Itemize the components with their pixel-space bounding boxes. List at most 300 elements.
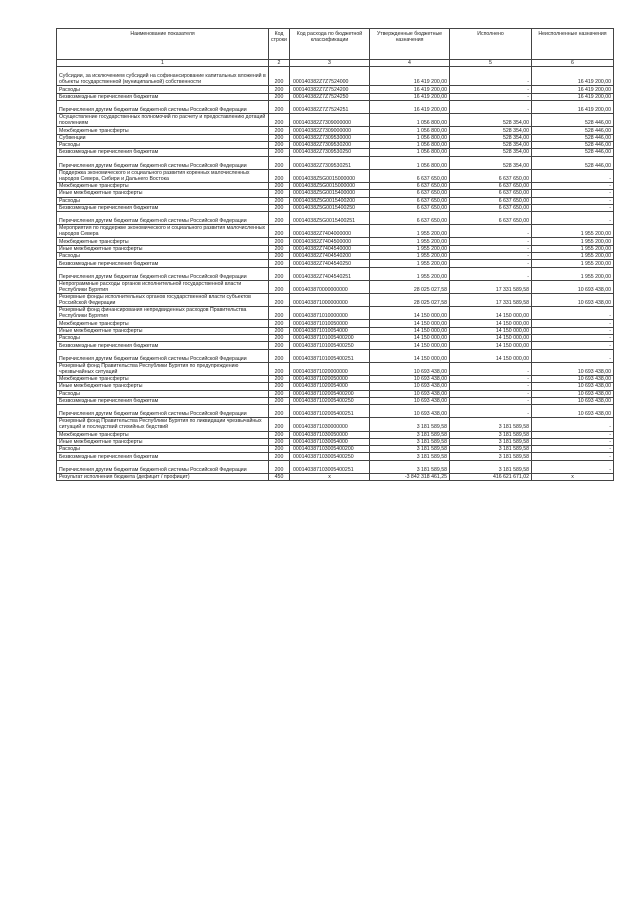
row-name: Резервный фонд финансирования непредвиденных расходов Правительства Республики Бурятия: [57, 307, 269, 320]
row-code: 200: [269, 320, 290, 327]
row-approved: 6 637 650,00: [370, 190, 450, 197]
header-unexecuted: Неисполненные назначения: [532, 29, 614, 60]
row-kbk: 000140387101005400251: [290, 349, 370, 362]
table-row: [57, 127, 614, 134]
row-approved: 1 955 200,00: [370, 238, 450, 245]
row-approved: 14 150 000,00: [370, 307, 450, 320]
row-executed: -: [450, 267, 532, 280]
row-code: 200: [269, 335, 290, 342]
row-unexecuted: -: [532, 204, 614, 211]
table-row: [57, 86, 614, 93]
result-row: [57, 473, 614, 481]
column-index: 1: [57, 60, 269, 67]
table-row: [57, 204, 614, 211]
row-code: 200: [269, 149, 290, 156]
row-kbk: 0001403871010054000: [290, 327, 370, 334]
row-unexecuted: 10 693 438,00: [532, 390, 614, 397]
row-approved: 1 056 800,00: [370, 114, 450, 127]
row-kbk: 000140382Z7309530200: [290, 141, 370, 148]
table-row: [57, 182, 614, 189]
row-name: Перечисления другим бюджетам бюджетной системы Российской Федерации: [57, 405, 269, 418]
table-row: [57, 197, 614, 204]
row-unexecuted: 1 955 200,00: [532, 253, 614, 260]
result-executed: 416 621 671,02: [450, 473, 532, 481]
row-approved: 16 419 200,00: [370, 67, 450, 86]
row-unexecuted: 10 693 438,00: [532, 280, 614, 293]
row-name: Непрограммные расходы органов исполнительной государственной власти Республики Бурятия: [57, 280, 269, 293]
row-name: Поддержка экономического и социального развития коренных малочисленных народов Севера, Сибири и Дальнего Востока: [57, 169, 269, 182]
row-name: Безвозмездные перечисления бюджетам: [57, 397, 269, 404]
row-executed: 528 354,00: [450, 149, 532, 156]
row-unexecuted: -: [532, 438, 614, 445]
row-kbk: 000140382Z7404540250: [290, 260, 370, 267]
row-name: Иные межбюджетные трансферты: [57, 327, 269, 334]
row-approved: 1 056 800,00: [370, 156, 450, 169]
row-kbk: 000140387102005400251: [290, 405, 370, 418]
row-approved: 3 181 589,58: [370, 460, 450, 473]
row-code: 200: [269, 204, 290, 211]
row-approved: 1 955 200,00: [370, 245, 450, 252]
table-row: [57, 438, 614, 445]
table-row: [57, 67, 614, 86]
row-executed: -: [450, 86, 532, 93]
row-executed: 17 331 589,58: [450, 280, 532, 293]
row-executed: -: [450, 362, 532, 375]
row-kbk: 000140387102005400200: [290, 390, 370, 397]
table-row: [57, 294, 614, 307]
table-row: [57, 245, 614, 252]
row-unexecuted: -: [532, 197, 614, 204]
row-unexecuted: 10 693 438,00: [532, 397, 614, 404]
row-executed: 14 150 000,00: [450, 349, 532, 362]
row-executed: -: [450, 253, 532, 260]
table-row: [57, 460, 614, 473]
table-row: [57, 375, 614, 382]
row-approved: 10 693 438,00: [370, 362, 450, 375]
row-code: 200: [269, 405, 290, 418]
row-kbk: 000140382Z7309530251: [290, 156, 370, 169]
row-name: Расходы: [57, 86, 269, 93]
table-row: [57, 320, 614, 327]
row-kbk: 000140387102005400250: [290, 397, 370, 404]
row-kbk: 000140382Z7Z7524250: [290, 93, 370, 100]
row-name: Резервные фонды исполнительных органов государственной власти субъектов Российской Федерации: [57, 294, 269, 307]
row-name: Перечисления другим бюджетам бюджетной системы Российской Федерации: [57, 349, 269, 362]
table-row: [57, 390, 614, 397]
row-kbk: 000140382Z7309530000: [290, 134, 370, 141]
row-name: Безвозмездные перечисления бюджетам: [57, 93, 269, 100]
row-kbk: 00014038Z5G0015400200: [290, 197, 370, 204]
row-code: 200: [269, 453, 290, 460]
row-approved: 3 181 589,58: [370, 418, 450, 431]
row-name: Межбюджетные трансферты: [57, 431, 269, 438]
row-approved: 10 693 438,00: [370, 405, 450, 418]
row-name: Расходы: [57, 197, 269, 204]
row-executed: -: [450, 225, 532, 238]
row-approved: 3 181 589,58: [370, 446, 450, 453]
row-code: 200: [269, 169, 290, 182]
table-row: [57, 100, 614, 113]
row-unexecuted: 16 419 200,00: [532, 86, 614, 93]
row-name: Расходы: [57, 335, 269, 342]
row-unexecuted: -: [532, 335, 614, 342]
row-unexecuted: 1 955 200,00: [532, 260, 614, 267]
table-row: [57, 190, 614, 197]
table-row: [57, 446, 614, 453]
row-executed: -: [450, 405, 532, 418]
row-name: Безвозмездные перечисления бюджетам: [57, 453, 269, 460]
row-code: 200: [269, 327, 290, 334]
row-unexecuted: 16 419 200,00: [532, 93, 614, 100]
table-body: [57, 67, 614, 474]
row-code: 200: [269, 294, 290, 307]
row-unexecuted: -: [532, 212, 614, 225]
row-code: 200: [269, 280, 290, 293]
row-name: Безвозмездные перечисления бюджетам: [57, 149, 269, 156]
row-unexecuted: -: [532, 431, 614, 438]
row-code: 200: [269, 446, 290, 453]
row-kbk: 0001403871020054000: [290, 383, 370, 390]
table-row: [57, 134, 614, 141]
row-code: 200: [269, 141, 290, 148]
table-row: [57, 335, 614, 342]
row-kbk: 000140382Z7404540251: [290, 267, 370, 280]
row-approved: 3 181 589,58: [370, 453, 450, 460]
column-index: 6: [532, 60, 614, 67]
row-unexecuted: 1 955 200,00: [532, 238, 614, 245]
row-approved: 14 150 000,00: [370, 349, 450, 362]
row-executed: 6 637 650,00: [450, 169, 532, 182]
row-executed: 3 181 589,58: [450, 446, 532, 453]
row-approved: 1 056 800,00: [370, 149, 450, 156]
row-unexecuted: -: [532, 190, 614, 197]
row-executed: -: [450, 245, 532, 252]
row-kbk: 0001403871020000000: [290, 362, 370, 375]
row-code: 200: [269, 460, 290, 473]
result-unexecuted: x: [532, 473, 614, 481]
row-executed: -: [450, 375, 532, 382]
row-executed: 528 354,00: [450, 127, 532, 134]
row-executed: 3 181 589,58: [450, 438, 532, 445]
table-row: [57, 169, 614, 182]
row-unexecuted: 1 955 200,00: [532, 225, 614, 238]
row-name: Перечисления другим бюджетам бюджетной системы Российской Федерации: [57, 212, 269, 225]
row-unexecuted: 10 693 438,00: [532, 405, 614, 418]
row-code: 200: [269, 67, 290, 86]
row-kbk: 00014038Z5G0015000000: [290, 182, 370, 189]
row-name: Безвозмездные перечисления бюджетам: [57, 260, 269, 267]
row-code: 200: [269, 390, 290, 397]
table-row: [57, 267, 614, 280]
row-code: 200: [269, 114, 290, 127]
row-name: Межбюджетные трансферты: [57, 238, 269, 245]
row-unexecuted: 10 693 438,00: [532, 294, 614, 307]
row-code: 200: [269, 438, 290, 445]
row-code: 200: [269, 362, 290, 375]
column-index: 2: [269, 60, 290, 67]
row-executed: 3 181 589,58: [450, 418, 532, 431]
row-approved: 1 056 800,00: [370, 127, 450, 134]
row-approved: 1 056 800,00: [370, 141, 450, 148]
row-code: 200: [269, 418, 290, 431]
row-approved: 14 150 000,00: [370, 320, 450, 327]
header-name: Наименование показателя: [57, 29, 269, 60]
row-name: Резервный фонд Правительства Республики Бурятия по ликвидации чрезвычайных ситуаций и последствий стихийных бедствий: [57, 418, 269, 431]
row-approved: 10 693 438,00: [370, 390, 450, 397]
row-approved: 1 955 200,00: [370, 267, 450, 280]
row-kbk: 000140387103005400250: [290, 453, 370, 460]
row-name: Субвенции: [57, 134, 269, 141]
row-unexecuted: 528 446,00: [532, 134, 614, 141]
row-approved: 1 955 200,00: [370, 225, 450, 238]
row-approved: 6 637 650,00: [370, 197, 450, 204]
row-approved: 14 150 000,00: [370, 342, 450, 349]
table-row: [57, 212, 614, 225]
header-executed: Исполнено: [450, 29, 532, 60]
table-row: [57, 149, 614, 156]
table-header-row: [57, 29, 614, 60]
row-unexecuted: 528 446,00: [532, 127, 614, 134]
row-executed: 6 637 650,00: [450, 197, 532, 204]
header-approved: Утвержденные бюджетные назначения: [370, 29, 450, 60]
header-code: Код строки: [269, 29, 290, 60]
table-row: [57, 418, 614, 431]
row-name: Межбюджетные трансферты: [57, 127, 269, 134]
row-executed: -: [450, 390, 532, 397]
row-executed: 3 181 589,58: [450, 453, 532, 460]
row-executed: 528 354,00: [450, 134, 532, 141]
row-name: Межбюджетные трансферты: [57, 375, 269, 382]
row-approved: 3 181 589,58: [370, 431, 450, 438]
row-kbk: 000140387103005400251: [290, 460, 370, 473]
row-kbk: 000140382Z7404000000: [290, 225, 370, 238]
row-kbk: 0001403871020050000: [290, 375, 370, 382]
row-approved: 6 637 650,00: [370, 204, 450, 211]
row-code: 200: [269, 375, 290, 382]
row-approved: 16 419 200,00: [370, 86, 450, 93]
column-index: 4: [370, 60, 450, 67]
row-kbk: 000140382Z7Z7524000: [290, 67, 370, 86]
row-unexecuted: -: [532, 460, 614, 473]
row-unexecuted: 16 419 200,00: [532, 67, 614, 86]
table-row: [57, 342, 614, 349]
row-unexecuted: -: [532, 182, 614, 189]
row-executed: -: [450, 397, 532, 404]
row-code: 200: [269, 156, 290, 169]
table-row: [57, 362, 614, 375]
row-code: 200: [269, 431, 290, 438]
table-row: [57, 349, 614, 362]
result-kbk: x: [290, 473, 370, 481]
column-index: 3: [290, 60, 370, 67]
table-row: [57, 405, 614, 418]
row-unexecuted: -: [532, 418, 614, 431]
row-code: 200: [269, 397, 290, 404]
result-code: 450: [269, 473, 290, 481]
row-executed: 14 150 000,00: [450, 307, 532, 320]
row-kbk: 000140382Z7Z7524251: [290, 100, 370, 113]
row-executed: -: [450, 383, 532, 390]
row-kbk: 0001403871030054000: [290, 438, 370, 445]
row-executed: -: [450, 238, 532, 245]
row-unexecuted: 528 446,00: [532, 114, 614, 127]
row-unexecuted: 10 693 438,00: [532, 383, 614, 390]
table-row: [57, 383, 614, 390]
row-code: 200: [269, 260, 290, 267]
table-row: [57, 397, 614, 404]
row-unexecuted: 1 955 200,00: [532, 267, 614, 280]
row-approved: 1 056 800,00: [370, 134, 450, 141]
row-executed: -: [450, 100, 532, 113]
row-name: Расходы: [57, 141, 269, 148]
row-name: Иные межбюджетные трансферты: [57, 190, 269, 197]
row-executed: 528 354,00: [450, 156, 532, 169]
row-kbk: 000140387101005400250: [290, 342, 370, 349]
row-name: Расходы: [57, 446, 269, 453]
row-unexecuted: 1 955 200,00: [532, 245, 614, 252]
row-kbk: 000140387103005400200: [290, 446, 370, 453]
row-unexecuted: -: [532, 349, 614, 362]
row-approved: 6 637 650,00: [370, 212, 450, 225]
row-name: Безвозмездные перечисления бюджетам: [57, 204, 269, 211]
row-approved: 1 955 200,00: [370, 253, 450, 260]
row-approved: 1 955 200,00: [370, 260, 450, 267]
row-code: 200: [269, 127, 290, 134]
row-name: Перечисления другим бюджетам бюджетной системы Российской Федерации: [57, 460, 269, 473]
row-unexecuted: 16 419 200,00: [532, 100, 614, 113]
row-name: Расходы: [57, 390, 269, 397]
row-executed: 14 150 000,00: [450, 327, 532, 334]
row-executed: 17 331 589,58: [450, 294, 532, 307]
row-unexecuted: 10 693 438,00: [532, 362, 614, 375]
row-executed: -: [450, 260, 532, 267]
table-row: [57, 114, 614, 127]
row-approved: 14 150 000,00: [370, 335, 450, 342]
row-code: 200: [269, 267, 290, 280]
table-row: [57, 260, 614, 267]
row-unexecuted: -: [532, 342, 614, 349]
result-approved: -3 842 318 461,25: [370, 473, 450, 481]
row-executed: -: [450, 93, 532, 100]
row-executed: 6 637 650,00: [450, 190, 532, 197]
row-name: Иные межбюджетные трансферты: [57, 245, 269, 252]
row-name: Перечисления другим бюджетам бюджетной системы Российской Федерации: [57, 100, 269, 113]
row-name: Мероприятия по поддержке экономического и социального развития малочисленных народов Севера: [57, 225, 269, 238]
table-row: [57, 238, 614, 245]
row-kbk: 0001403871010050000: [290, 320, 370, 327]
row-kbk: 00014038Z5G0015400251: [290, 212, 370, 225]
header-kbk: Код расхода по бюджетной классификации: [290, 29, 370, 60]
row-kbk: 000140382Z7404540000: [290, 245, 370, 252]
row-approved: 16 419 200,00: [370, 93, 450, 100]
row-approved: 10 693 438,00: [370, 383, 450, 390]
row-kbk: 0001403871000000000: [290, 294, 370, 307]
row-code: 200: [269, 190, 290, 197]
row-kbk: 000140382Z7Z7524200: [290, 86, 370, 93]
row-unexecuted: 10 693 438,00: [532, 375, 614, 382]
row-executed: 3 181 589,58: [450, 431, 532, 438]
row-name: Перечисления другим бюджетам бюджетной системы Российской Федерации: [57, 156, 269, 169]
row-executed: 528 354,00: [450, 141, 532, 148]
row-executed: 6 637 650,00: [450, 212, 532, 225]
budget-report-sheet: [56, 28, 613, 481]
row-name: Резервный фонд Правительства Республики Бурятия по предупреждению чрезвычайных ситуаций: [57, 362, 269, 375]
row-approved: 6 637 650,00: [370, 182, 450, 189]
row-unexecuted: -: [532, 453, 614, 460]
row-executed: 6 637 650,00: [450, 182, 532, 189]
row-approved: 16 419 200,00: [370, 100, 450, 113]
row-unexecuted: 528 446,00: [532, 141, 614, 148]
table-row: [57, 327, 614, 334]
row-kbk: 000140382Z7309000000: [290, 127, 370, 134]
result-name: Результат исполнения бюджета (дефицит / профицит): [57, 473, 269, 481]
row-executed: 14 150 000,00: [450, 320, 532, 327]
row-name: Перечисления другим бюджетам бюджетной системы Российской Федерации: [57, 267, 269, 280]
row-code: 200: [269, 383, 290, 390]
row-unexecuted: -: [532, 446, 614, 453]
row-name: Межбюджетные трансферты: [57, 320, 269, 327]
row-code: 200: [269, 307, 290, 320]
row-kbk: 00014038Z5G0015400000: [290, 190, 370, 197]
column-index: 5: [450, 60, 532, 67]
row-executed: 528 354,00: [450, 114, 532, 127]
row-unexecuted: -: [532, 320, 614, 327]
row-code: 200: [269, 182, 290, 189]
row-approved: 6 637 650,00: [370, 169, 450, 182]
row-kbk: 00014038Z5G0015000000: [290, 169, 370, 182]
row-code: 200: [269, 225, 290, 238]
row-code: 200: [269, 342, 290, 349]
table-row: [57, 453, 614, 460]
column-index-row: [57, 60, 614, 67]
row-code: 200: [269, 134, 290, 141]
row-executed: 3 181 589,58: [450, 460, 532, 473]
row-name: Субсидии, за исключением субсидий на софинансирование капитальных вложений в объекты государственной (муниципальной) собственности: [57, 67, 269, 86]
row-kbk: 000140382Z7309000000: [290, 114, 370, 127]
row-code: 200: [269, 349, 290, 362]
table-row: [57, 156, 614, 169]
row-unexecuted: -: [532, 327, 614, 334]
row-unexecuted: 528 446,00: [532, 156, 614, 169]
table-row: [57, 93, 614, 100]
row-approved: 28 025 027,58: [370, 280, 450, 293]
row-name: Иные межбюджетные трансферты: [57, 438, 269, 445]
row-unexecuted: -: [532, 307, 614, 320]
table-row: [57, 431, 614, 438]
row-executed: -: [450, 67, 532, 86]
row-code: 200: [269, 238, 290, 245]
row-kbk: 000140382Z7309530250: [290, 149, 370, 156]
row-executed: 6 637 650,00: [450, 204, 532, 211]
row-code: 200: [269, 253, 290, 260]
row-code: 200: [269, 93, 290, 100]
row-code: 200: [269, 100, 290, 113]
row-code: 200: [269, 245, 290, 252]
row-kbk: 0001403871010000000: [290, 307, 370, 320]
row-name: Безвозмездные перечисления бюджетам: [57, 342, 269, 349]
row-approved: 28 025 027,58: [370, 294, 450, 307]
row-kbk: 0001403871030050000: [290, 431, 370, 438]
row-name: Межбюджетные трансферты: [57, 182, 269, 189]
row-code: 200: [269, 212, 290, 225]
row-kbk: 00014038Z5G0015400250: [290, 204, 370, 211]
row-name: Осуществление государственных полномочий по расчету и предоставлению дотаций поселениям: [57, 114, 269, 127]
table-row: [57, 307, 614, 320]
table-row: [57, 280, 614, 293]
row-kbk: 0001403871030000000: [290, 418, 370, 431]
row-unexecuted: 528 446,00: [532, 149, 614, 156]
table-row: [57, 225, 614, 238]
